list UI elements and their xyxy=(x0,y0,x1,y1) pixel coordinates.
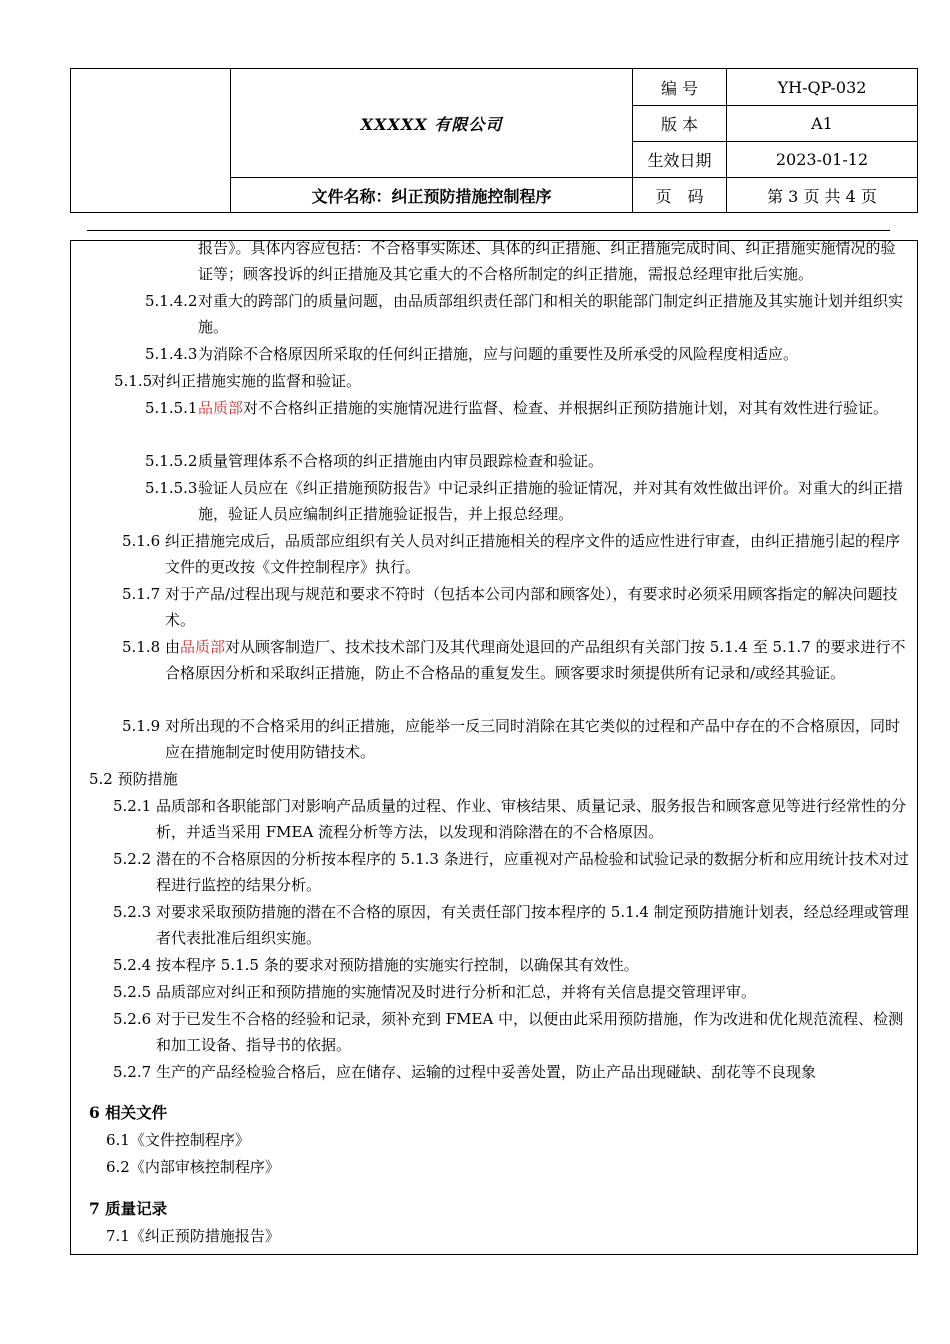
record-7-1: 7.1《纠正预防措施报告》 xyxy=(106,1227,280,1245)
reference-6-1: 6.1《文件控制程序》 xyxy=(106,1131,250,1149)
paragraph-5-1-8: 5.1.8 由品质部对从顾客制造厂、技术技术部门及其代理商处退回的产品组织有关部门按 5.1.4 至 5.1.7 的要求进行不合格原因分析和采取纠正措施，防止不合格品的重复发生。顾客要求时须提供所有记录和/或经其验证。 xyxy=(122,638,906,683)
paragraph-5-2-3: 5.2.3 对要求采取预防措施的潜在不合格的原因，有关责任部门按本程序的 5.1.4 制定预防措施计划表，经总经理或管理者代表批准后组织实施。 xyxy=(113,903,909,948)
field-label-page: 页 码 xyxy=(655,187,704,206)
paragraph-5-1-5-1: 5.1.5.1 品质部对不合格纠正措施的实施情况进行监督、检查、并根据纠正预防措施计划，对其有效性进行验证。 xyxy=(145,399,889,417)
field-value-effective-date: 2023-01-12 xyxy=(775,150,869,169)
paragraph-5-2-2: 5.2.2 潜在的不合格原因的分析按本程序的 5.1.3 条进行，应重视对产品检验和试验记录的数据分析和应用统计技术对过程进行监控的结果分析。 xyxy=(113,850,909,895)
paragraph-5-1-5-3: 5.1.5.3 验证人员应在《纠正措施预防报告》中记录纠正措施的验证情况，并对其有效性做出评价。对重大的纠正措施，验证人员应编制纠正措施验证报告，并上报总经理。 xyxy=(145,479,904,524)
section-7-heading: 7 质量记录 xyxy=(89,1199,168,1218)
document-title: 文件名称：纠正预防措施控制程序 xyxy=(311,187,552,206)
field-value-version: A1 xyxy=(811,114,833,133)
highlight-quality-dept: 品质部 xyxy=(198,399,244,417)
paragraph-5-1-4-1-cont: 报告》。具体内容应包括：不合格事实陈述、具体的纠正措施、纠正措施完成时间、纠正措施实施情况的验证等；顾客投诉的纠正措施及其它重大的不合格所制定的纠正措施，需报总经理审批后实施。 xyxy=(198,239,896,284)
field-label-number: 编 号 xyxy=(660,78,699,98)
field-label-version: 版 本 xyxy=(660,115,699,134)
paragraph-5-1-4-3: 5.1.4.3 为消除不合格原因所采取的任何纠正措施，应与问题的重要性及所承受的风险程度相适应。 xyxy=(145,345,799,363)
paragraph-5-2-1: 5.2.1 品质部和各职能部门对影响产品质量的过程、作业、审核结果、质量记录、服务报告和顾客意见等进行经常性的分析，并适当采用 FMEA 流程分析等方法，以发现和消除潜在的不合格原因。 xyxy=(113,797,907,842)
paragraph-5-1-6: 5.1.6 纠正措施完成后，品质部应组织有关人员对纠正措施相关的程序文件的适应性进行审查，由纠正措施引起的程序文件的更改按《文件控制程序》执行。 xyxy=(122,532,901,577)
document-header-table xyxy=(70,68,918,213)
field-value-number: YH-QP-032 xyxy=(777,77,867,97)
header-separator xyxy=(87,230,890,231)
paragraph-5-1-5-2: 5.1.5.2 质量管理体系不合格项的纠正措施由内审员跟踪检查和验证。 xyxy=(145,452,604,470)
paragraph-5-2-4: 5.2.4 按本程序 5.1.5 条的要求对预防措施的实施实行控制，以确保其有效性。 xyxy=(113,956,639,974)
field-label-effective-date: 生效日期 xyxy=(647,151,712,170)
paragraph-5-1-9: 5.1.9 对所出现的不合格采用的纠正措施，应能举一反三同时消除在其它类似的过程和产品中存在的不合格原因，同时应在措施制定时使用防错技术。 xyxy=(122,717,901,762)
paragraph-5-2-5: 5.2.5 品质部应对纠正和预防措施的实施情况及时进行分析和汇总，并将有关信息提交管理评审。 xyxy=(113,983,757,1001)
section-6-heading: 6 相关文件 xyxy=(89,1103,168,1122)
field-value-page: 第 3 页 共 4 页 xyxy=(767,187,877,206)
paragraph-5-1-5: 5.1.5 对纠正措施实施的监督和验证。 xyxy=(114,372,362,390)
paragraph-5-2-6: 5.2.6 对于已发生不合格的经验和记录，须补充到 FMEA 中，以便由此采用预防措施，作为改进和优化规范流程、检测和加工设备、指导书的依据。 xyxy=(113,1010,904,1055)
reference-6-2: 6.2《内部审核控制程序》 xyxy=(106,1158,280,1176)
paragraph-5-2-7: 5.2.7 生产的产品经检验合格后，应在储存、运输的过程中妥善处置，防止产品出现碰缺、刮花等不良现象 xyxy=(113,1063,817,1081)
section-5-2-heading: 5.2 预防措施 xyxy=(89,770,178,788)
highlight-quality-dept-2: 品质部 xyxy=(180,638,226,656)
company-name: XXXXX 有限公司 xyxy=(360,114,503,134)
document-body xyxy=(70,240,918,1255)
paragraph-5-1-7: 5.1.7 对于产品/过程出现与规范和要求不符时（包括本公司内部和顾客处），有要求时必须采用顾客指定的解决问题技术。 xyxy=(122,585,898,630)
paragraph-5-1-4-2: 5.1.4.2 对重大的跨部门的质量问题，由品质部组织责任部门和相关的职能部门制定纠正措施及其实施计划并组织实施。 xyxy=(145,292,904,337)
